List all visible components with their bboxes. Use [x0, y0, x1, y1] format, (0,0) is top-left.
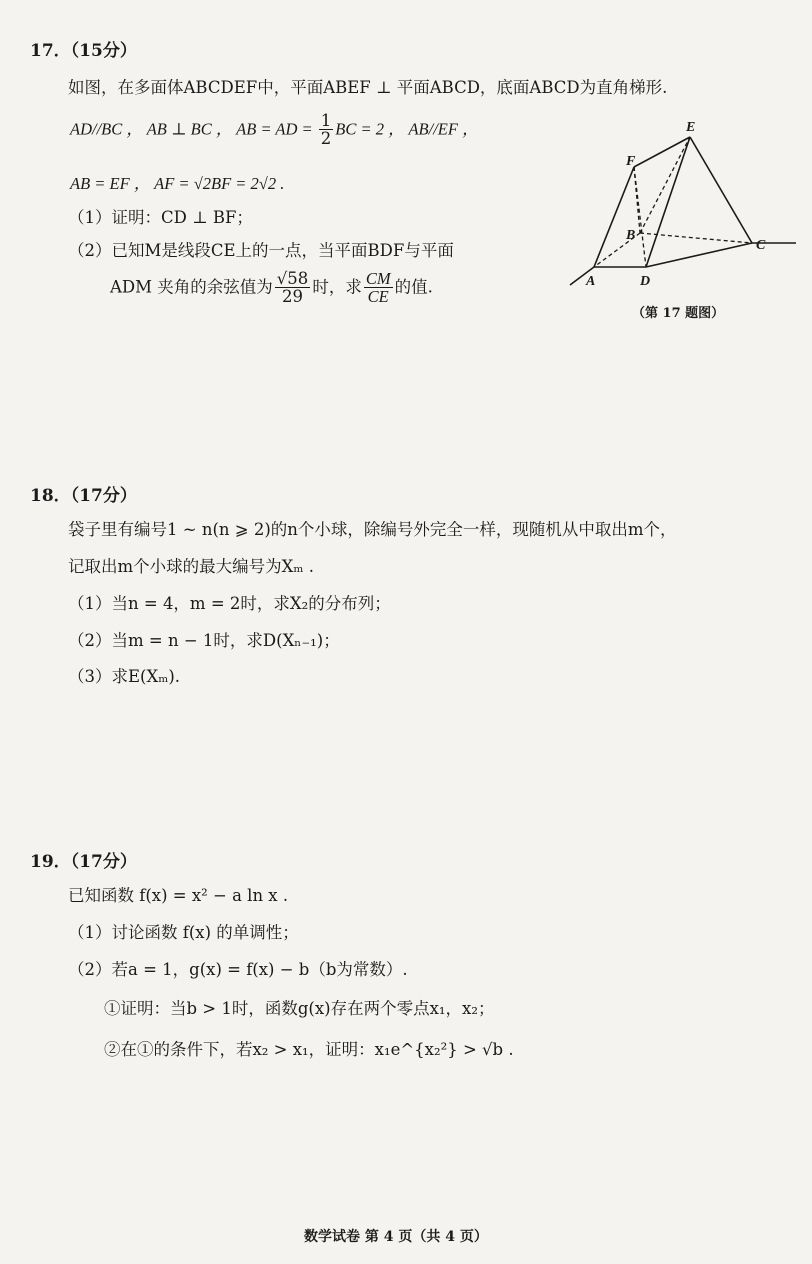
q18-heading: 18．（17分）: [30, 486, 137, 506]
q19-sub-2: ②在①的条件下，若x₂ > x₁，证明：x₁e^{x₂²} > √b .: [104, 1040, 514, 1059]
q18-line-1: 袋子里有编号1 ~ n(n ⩾ 2)的n个小球，除编号外完全一样，现随机从中取出m个，: [68, 520, 677, 539]
q19-sub-1: ①证明：当b > 1时，函数g(x)存在两个零点x₁，x₂；: [104, 999, 495, 1018]
edge-FA: [594, 167, 634, 267]
q19-part-2: （2）若a = 1，g(x) = f(x) − b（b为常数）.: [68, 960, 408, 979]
hidden-edge-FD: [634, 167, 646, 267]
q17-ratio-fraction: [364, 270, 393, 306]
frac-numerator: CM: [365, 269, 391, 288]
label-F: F: [626, 154, 636, 169]
frac-numerator: √58: [276, 269, 309, 288]
q18-part-3: （3）求E(Xₘ).: [68, 667, 181, 686]
q17-heading: 17．（15分）: [30, 41, 137, 61]
q17-cond1-fraction: [319, 112, 334, 148]
q19-line-1: 已知函数 f(x) = x² − a ln x .: [68, 886, 289, 905]
label-E: E: [686, 120, 696, 135]
q17-polyhedron-figure: [560, 115, 800, 295]
frac-denominator: 2: [320, 129, 332, 149]
hidden-edge-BE: [640, 137, 690, 233]
q17-cond1-a: AD//BC ， AB ⊥ BC ， AB = AD =: [70, 119, 317, 139]
q17-condition-2: AB = EF ， AF = √2BF = 2√2 .: [70, 174, 285, 193]
q17-part-2: （2）已知M是线段CE上的一点，当平面BDF与平面: [68, 241, 454, 260]
frac-denominator: CE: [367, 287, 389, 307]
edge-EC: [690, 137, 752, 243]
label-C: C: [756, 238, 766, 253]
label-B: B: [626, 228, 636, 243]
page-footer: 数学试卷 第 4 页（共 4 页）: [304, 1229, 488, 1245]
q17-part-2-continued: [110, 270, 433, 306]
q19-heading: 19．（17分）: [30, 852, 137, 872]
edge-DC: [646, 243, 752, 267]
label-A: A: [586, 274, 596, 289]
q17-part2-pre: ADM 夹角的余弦值为: [110, 277, 273, 297]
label-D: D: [640, 274, 651, 289]
q17-intro: 如图，在多面体ABCDEF中，平面ABEF ⊥ 平面ABCD，底面ABCD为直角梯形.: [68, 78, 668, 97]
q17-part-1: （1）证明：CD ⊥ BF；: [68, 208, 253, 227]
q17-cosine-fraction: [275, 270, 311, 306]
frac-numerator: 1: [320, 111, 332, 130]
hidden-edge-BC: [640, 233, 752, 243]
q17-part2-post: 的值.: [394, 277, 433, 297]
q17-condition-1: [70, 112, 479, 148]
q17-cond1-b: BC = 2 ， AB//EF ，: [335, 119, 479, 139]
q18-line-2: 记取出m个小球的最大编号为Xₘ .: [68, 557, 315, 576]
q18-part-1: （1）当n = 4，m = 2时，求X₂的分布列；: [68, 594, 391, 613]
q18-part-2: （2）当m = n − 1时，求D(Xₙ₋₁)；: [68, 631, 340, 650]
q17-figure-caption: （第 17 题图）: [632, 306, 725, 321]
frac-denominator: 29: [282, 287, 304, 307]
q17-part2-mid: 时，求: [312, 277, 362, 297]
q19-part-1: （1）讨论函数 f(x) 的单调性；: [68, 923, 299, 942]
